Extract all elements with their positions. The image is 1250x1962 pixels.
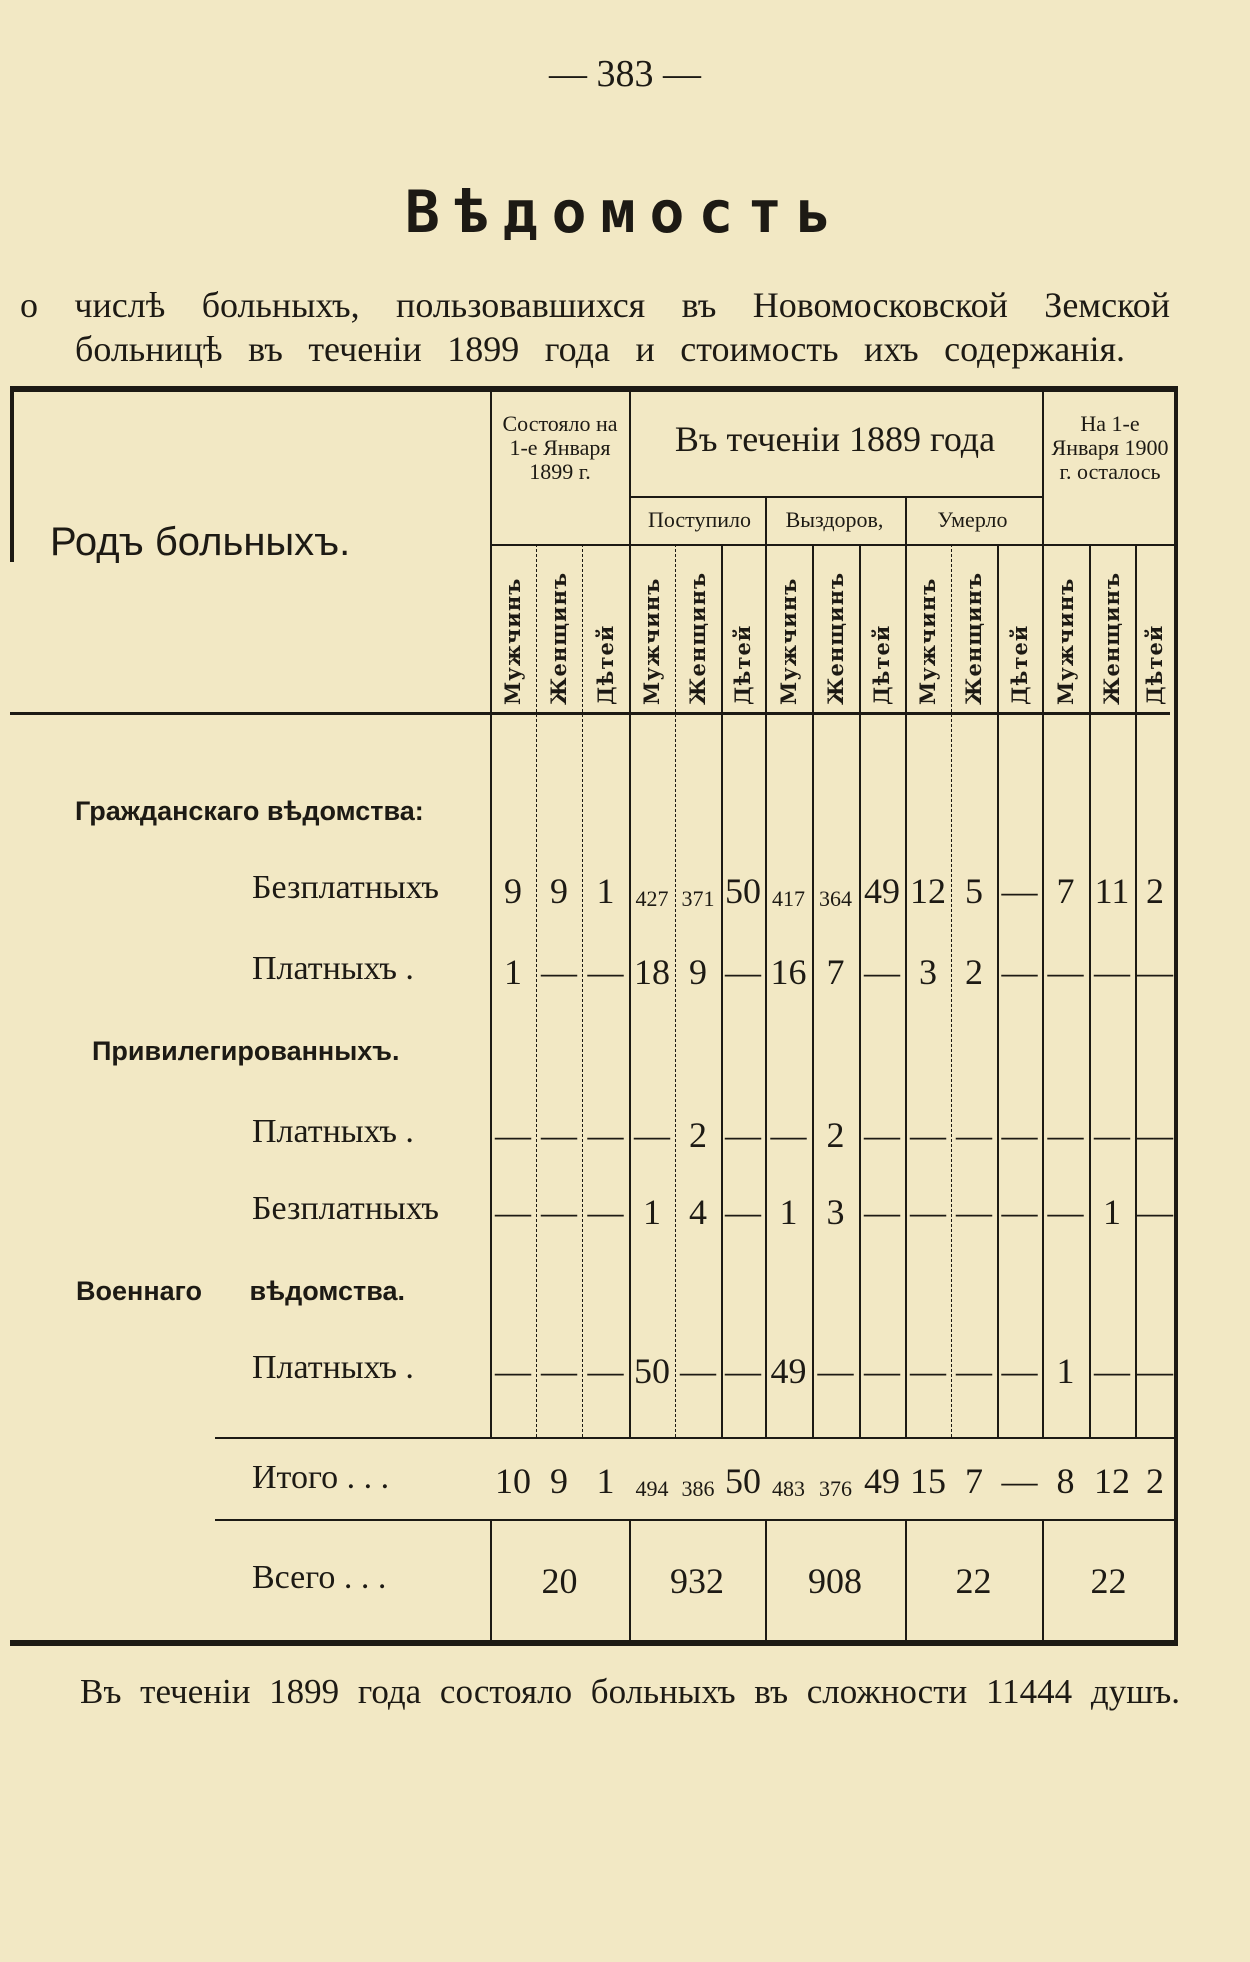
total-rule bbox=[215, 1437, 1175, 1439]
table-cell: — bbox=[956, 1115, 992, 1155]
table-cell: 483 bbox=[772, 1476, 805, 1501]
section-civil: Гражданскаго вѣдомства: bbox=[75, 796, 424, 826]
table-cell: — bbox=[1001, 952, 1038, 992]
table-cell: — bbox=[1047, 952, 1084, 992]
table-cell: — bbox=[587, 1192, 624, 1232]
column-label-5: Дѣтей bbox=[730, 624, 755, 705]
column-label-10: Женщинъ bbox=[961, 571, 986, 705]
table-cell: — bbox=[541, 1351, 577, 1391]
table-cell: — bbox=[541, 1192, 577, 1232]
table-cell: — bbox=[1094, 1351, 1130, 1391]
table-cell: — bbox=[541, 1115, 577, 1155]
table-cell: — bbox=[956, 1192, 992, 1232]
table-cell: — bbox=[956, 1351, 992, 1391]
grand-total-rule bbox=[215, 1519, 1175, 1521]
table-cell: 2 bbox=[1146, 871, 1164, 911]
table-cell: 9 bbox=[550, 1461, 568, 1501]
column-label-6: Мужчинъ bbox=[775, 577, 801, 705]
table-cell: — bbox=[864, 1351, 900, 1391]
table-cell: 1 bbox=[1103, 1192, 1121, 1232]
column-label-4: Женщинъ bbox=[685, 571, 710, 705]
table-cell: — bbox=[1137, 1192, 1173, 1232]
table-cell: — bbox=[1137, 952, 1173, 992]
table-cell: 3 bbox=[826, 1192, 845, 1232]
subheader-admitted: Поступило bbox=[647, 507, 752, 532]
header-bottom-rule bbox=[10, 712, 1170, 715]
section-privileged: Привилегированныхъ. bbox=[92, 1036, 400, 1066]
table-left-border bbox=[10, 392, 14, 562]
table-cell: — bbox=[1001, 871, 1038, 911]
table-cell: 1 bbox=[779, 1192, 798, 1232]
table-cell: 2 bbox=[826, 1115, 845, 1155]
table-cell: — bbox=[910, 1115, 946, 1155]
header-sub-rule bbox=[629, 496, 1042, 498]
table-cell: 371 bbox=[681, 886, 715, 911]
table-cell: — bbox=[495, 1115, 531, 1155]
table-cell: — bbox=[725, 1115, 761, 1155]
table-cell: — bbox=[864, 1115, 900, 1155]
table-cell: — bbox=[1094, 952, 1130, 992]
table-cell: — bbox=[817, 1351, 854, 1391]
table-cell: 16 bbox=[770, 952, 807, 992]
table-cell: — bbox=[680, 1351, 716, 1391]
subtitle-line-1: о числѣ больныхъ, пользовавшихся въ Новомосковской Земской bbox=[20, 285, 1170, 325]
table-cell: 10 bbox=[495, 1461, 531, 1501]
table-cell: — bbox=[587, 952, 624, 992]
table-cell: — bbox=[1001, 1115, 1038, 1155]
row-label: Платныхъ . bbox=[252, 1349, 414, 1386]
grand-total-cell: 908 bbox=[808, 1561, 862, 1601]
table-cell: 364 bbox=[819, 886, 852, 911]
table-cell: 9 bbox=[504, 871, 522, 911]
table-cell: 427 bbox=[635, 886, 669, 911]
column-label-8: Дѣтей bbox=[869, 624, 894, 705]
table-cell: — bbox=[541, 952, 577, 992]
table-cell: 11 bbox=[1094, 871, 1130, 911]
table-cell: 49 bbox=[770, 1351, 807, 1391]
grand-total-cell: 932 bbox=[670, 1561, 724, 1601]
table-cell: 1 bbox=[596, 1461, 615, 1501]
header-col-rule bbox=[490, 544, 1175, 546]
table-cell: 376 bbox=[819, 1476, 852, 1501]
table-cell: 7 bbox=[1056, 871, 1075, 911]
page-number: — 383 — bbox=[549, 53, 701, 95]
header-during-year: Въ теченіи 1889 года bbox=[674, 419, 996, 459]
row-label: Безплатныхъ bbox=[252, 869, 440, 906]
table-cell: 49 bbox=[864, 1461, 900, 1501]
column-label-3: Мужчинъ bbox=[639, 577, 664, 705]
table-cell: — bbox=[1001, 1461, 1038, 1501]
column-label-11: Дѣтей bbox=[1006, 624, 1032, 705]
table-top-rule bbox=[10, 386, 1178, 392]
table-cell: — bbox=[1047, 1192, 1084, 1232]
column-label-2: Дѣтей bbox=[592, 624, 618, 705]
table-cell: 1 bbox=[596, 871, 615, 911]
column-label-7: Женщинъ bbox=[822, 571, 848, 705]
table-cell: 49 bbox=[864, 871, 900, 911]
table-cell: 7 bbox=[965, 1461, 983, 1501]
table-cell: 50 bbox=[634, 1351, 670, 1391]
subtitle-line-2: больницѣ въ теченіи 1899 года и стоимость ихъ содержанія. bbox=[75, 329, 1125, 369]
table-right-border bbox=[1174, 392, 1178, 1642]
footnote: Въ теченіи 1899 года состояло больныхъ въ сложности 11444 душъ. bbox=[80, 1672, 1180, 1711]
table-cell: 4 bbox=[689, 1192, 707, 1232]
table-cell: 386 bbox=[681, 1476, 715, 1501]
table-cell: — bbox=[1137, 1351, 1173, 1391]
table-bottom-rule bbox=[10, 1640, 1178, 1646]
table-cell: — bbox=[725, 1351, 761, 1391]
table-cell: — bbox=[587, 1115, 624, 1155]
subheader-recovered: Выздоров, bbox=[785, 507, 884, 532]
column-label-1: Женщинъ bbox=[546, 571, 571, 705]
table-cell: — bbox=[495, 1192, 531, 1232]
row-label: Платныхъ . bbox=[252, 950, 414, 987]
column-label-14: Дѣтей bbox=[1142, 624, 1167, 705]
table-cell: 1 bbox=[1056, 1351, 1075, 1391]
table-cell: 494 bbox=[635, 1476, 669, 1501]
table-cell: 50 bbox=[725, 1461, 761, 1501]
table-cell: — bbox=[495, 1351, 531, 1391]
table-cell: 9 bbox=[550, 871, 568, 911]
section-military: Военнаго вѣдомства. bbox=[76, 1276, 405, 1306]
table-cell: — bbox=[725, 1192, 761, 1232]
row-label: Итого . . . bbox=[252, 1459, 390, 1496]
table-cell: 417 bbox=[772, 886, 805, 911]
table-cell: — bbox=[864, 952, 900, 992]
row-label: Безплатныхъ bbox=[252, 1190, 440, 1227]
table-cell: — bbox=[1047, 1115, 1084, 1155]
header-end-of-year: На 1-е Января 1900 г. осталось bbox=[1051, 411, 1169, 484]
table-cell: 1 bbox=[504, 952, 522, 992]
row-header: Родъ больныхъ. bbox=[50, 520, 351, 564]
header-start-of-year: Состояло на 1-е Января 1899 г. bbox=[502, 411, 618, 484]
table-cell: 18 bbox=[634, 952, 670, 992]
table-cell: 2 bbox=[689, 1115, 707, 1155]
table-cell: 8 bbox=[1056, 1461, 1075, 1501]
row-label: Платныхъ . bbox=[252, 1113, 414, 1150]
table-cell: 50 bbox=[725, 871, 761, 911]
grand-total-cell: 20 bbox=[541, 1561, 578, 1601]
table-cell: 15 bbox=[910, 1461, 946, 1501]
table-cell: 2 bbox=[965, 952, 983, 992]
table-cell: 9 bbox=[689, 952, 707, 992]
table-cell: — bbox=[1094, 1115, 1130, 1155]
table-cell: 5 bbox=[965, 871, 983, 911]
table-cell: 12 bbox=[910, 871, 946, 911]
table-cell: — bbox=[1001, 1192, 1038, 1232]
table-cell: — bbox=[634, 1115, 670, 1155]
table-cell: 3 bbox=[919, 952, 937, 992]
column-label-0: Мужчинъ bbox=[500, 577, 525, 705]
column-divider bbox=[490, 392, 492, 1437]
table-cell: — bbox=[587, 1351, 624, 1391]
grand-total-cell: 22 bbox=[1090, 1561, 1127, 1601]
table-cell: — bbox=[864, 1192, 900, 1232]
table-cell: 2 bbox=[1146, 1461, 1164, 1501]
table-cell: 1 bbox=[643, 1192, 661, 1232]
column-divider bbox=[1042, 392, 1044, 1437]
table-cell: — bbox=[1001, 1351, 1038, 1391]
grand-total-cell: 22 bbox=[955, 1561, 992, 1601]
column-divider bbox=[629, 392, 631, 1437]
subheader-died: Умерло bbox=[937, 507, 1008, 532]
column-label-13: Женщинъ bbox=[1099, 571, 1124, 705]
table-cell: — bbox=[1137, 1115, 1173, 1155]
table-cell: 12 bbox=[1094, 1461, 1130, 1501]
table-cell: — bbox=[725, 952, 761, 992]
document-title: Вѣдомость bbox=[404, 178, 846, 246]
table-cell: — bbox=[910, 1192, 946, 1232]
column-label-12: Мужчинъ bbox=[1052, 577, 1078, 705]
table-cell: 7 bbox=[826, 952, 845, 992]
table-cell: — bbox=[910, 1351, 946, 1391]
grand-total-label: Всего . . . bbox=[252, 1559, 387, 1596]
table-cell: — bbox=[770, 1115, 807, 1155]
column-label-9: Мужчинъ bbox=[915, 577, 940, 705]
